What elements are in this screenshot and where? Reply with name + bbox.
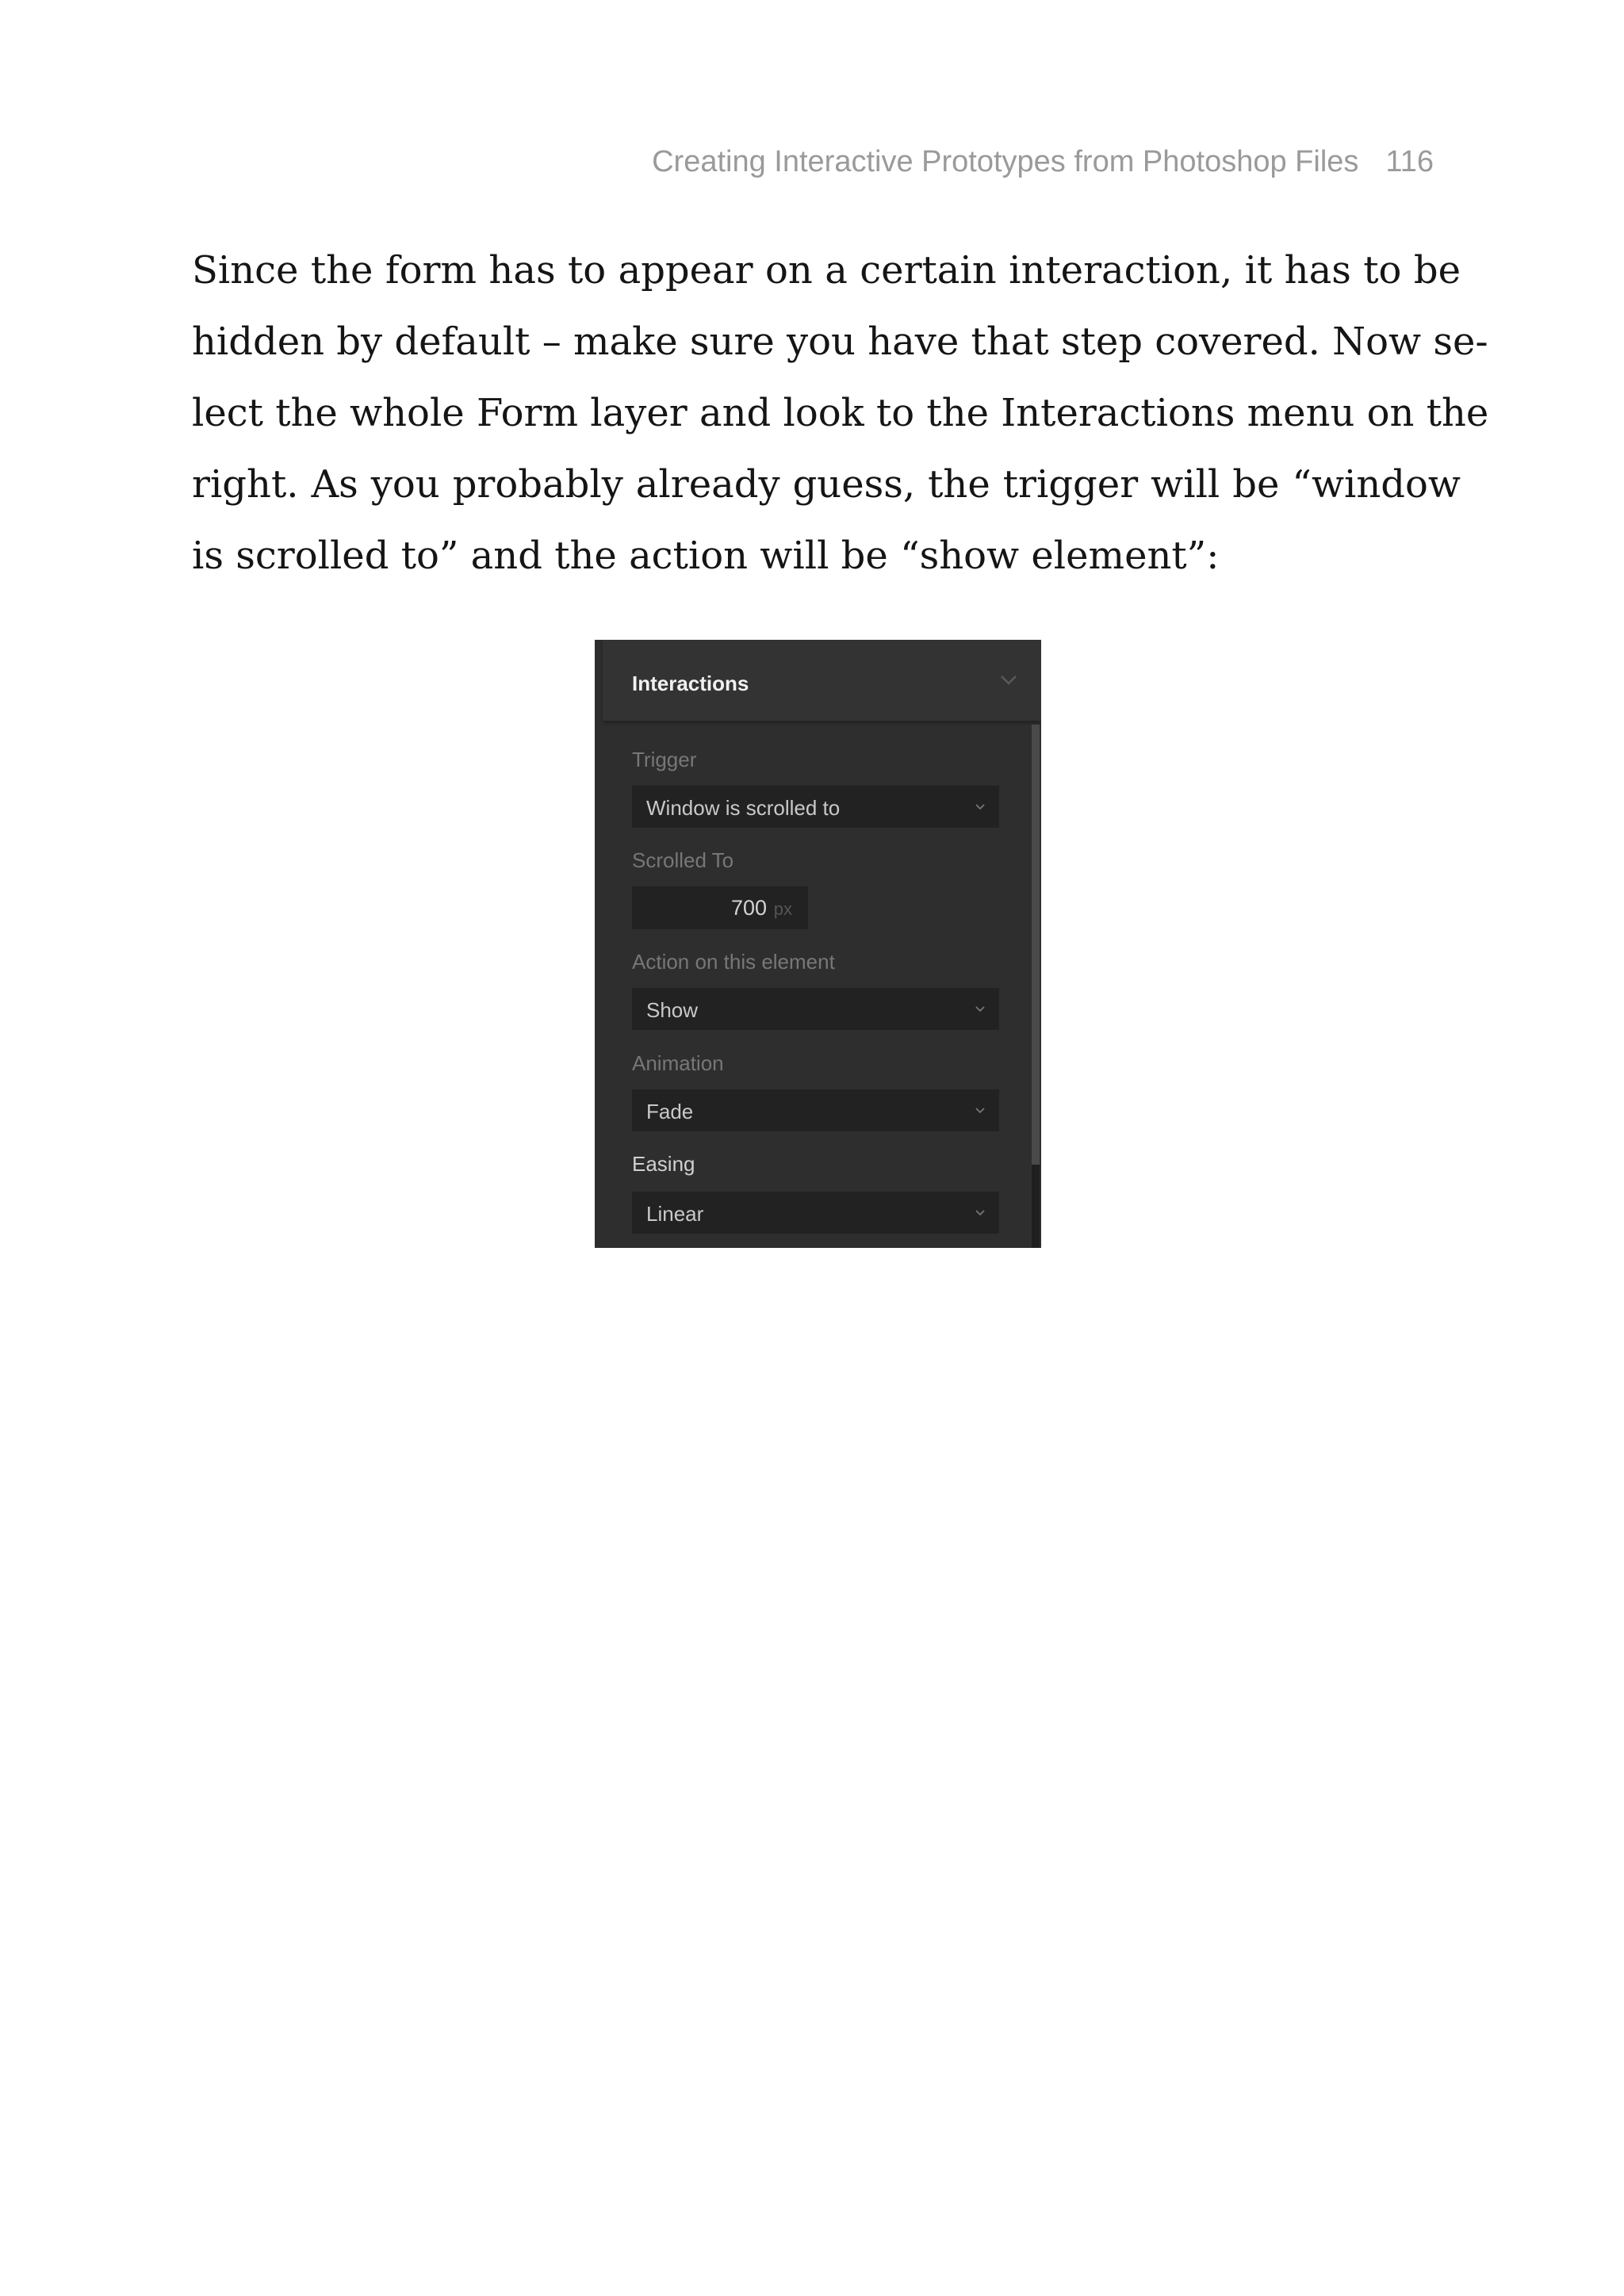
easing-label: Easing — [632, 1152, 695, 1176]
scrollbar — [1032, 725, 1040, 1248]
interactions-panel-screenshot — [595, 640, 1041, 1248]
action-label: Action on this element — [632, 950, 835, 974]
chevron-down-icon — [1000, 672, 1017, 687]
scrollbar-thumb — [1032, 725, 1040, 1165]
trigger-label: Trigger — [632, 748, 697, 771]
action-select — [632, 988, 999, 1030]
animation-select — [632, 1089, 999, 1131]
chevron-down-icon — [975, 802, 985, 810]
trigger-select — [632, 786, 999, 828]
chevron-down-icon — [975, 1208, 985, 1216]
paragraph-line: Since the form has to appear on a certain interaction, it has to be — [192, 248, 1461, 293]
scrolled-to-input — [632, 886, 808, 929]
paragraph-line: right. As you probably already guess, the trigger will be “window — [192, 462, 1461, 507]
easing-select — [632, 1192, 999, 1234]
scrolled-to-value: 700 — [730, 896, 767, 920]
paragraph-line: hidden by default – make sure you have that step covered. Now se- — [192, 320, 1488, 364]
paragraph-line: is scrolled to” and the action will be “show element”: — [192, 534, 1220, 578]
chevron-down-icon — [975, 1106, 985, 1114]
running-header-title: Creating Interactive Prototypes from Photoshop Files — [652, 145, 1359, 178]
animation-value: Fade — [646, 1100, 694, 1123]
panel-title: Interactions — [632, 672, 749, 695]
animation-label: Animation — [632, 1051, 724, 1075]
action-value: Show — [646, 998, 699, 1022]
panel-header — [603, 640, 1041, 721]
easing-value: Linear — [646, 1202, 704, 1226]
body-paragraph — [192, 235, 1489, 591]
page-number: 116 — [1385, 145, 1434, 178]
scrolled-to-unit: px — [773, 899, 792, 919]
running-header — [652, 145, 1434, 179]
chevron-down-icon — [975, 1004, 985, 1012]
trigger-value: Window is scrolled to — [646, 796, 841, 820]
paragraph-line: lect the whole Form layer and look to the Interactions menu on the — [192, 391, 1489, 435]
scrolled-to-label: Scrolled To — [632, 848, 734, 872]
